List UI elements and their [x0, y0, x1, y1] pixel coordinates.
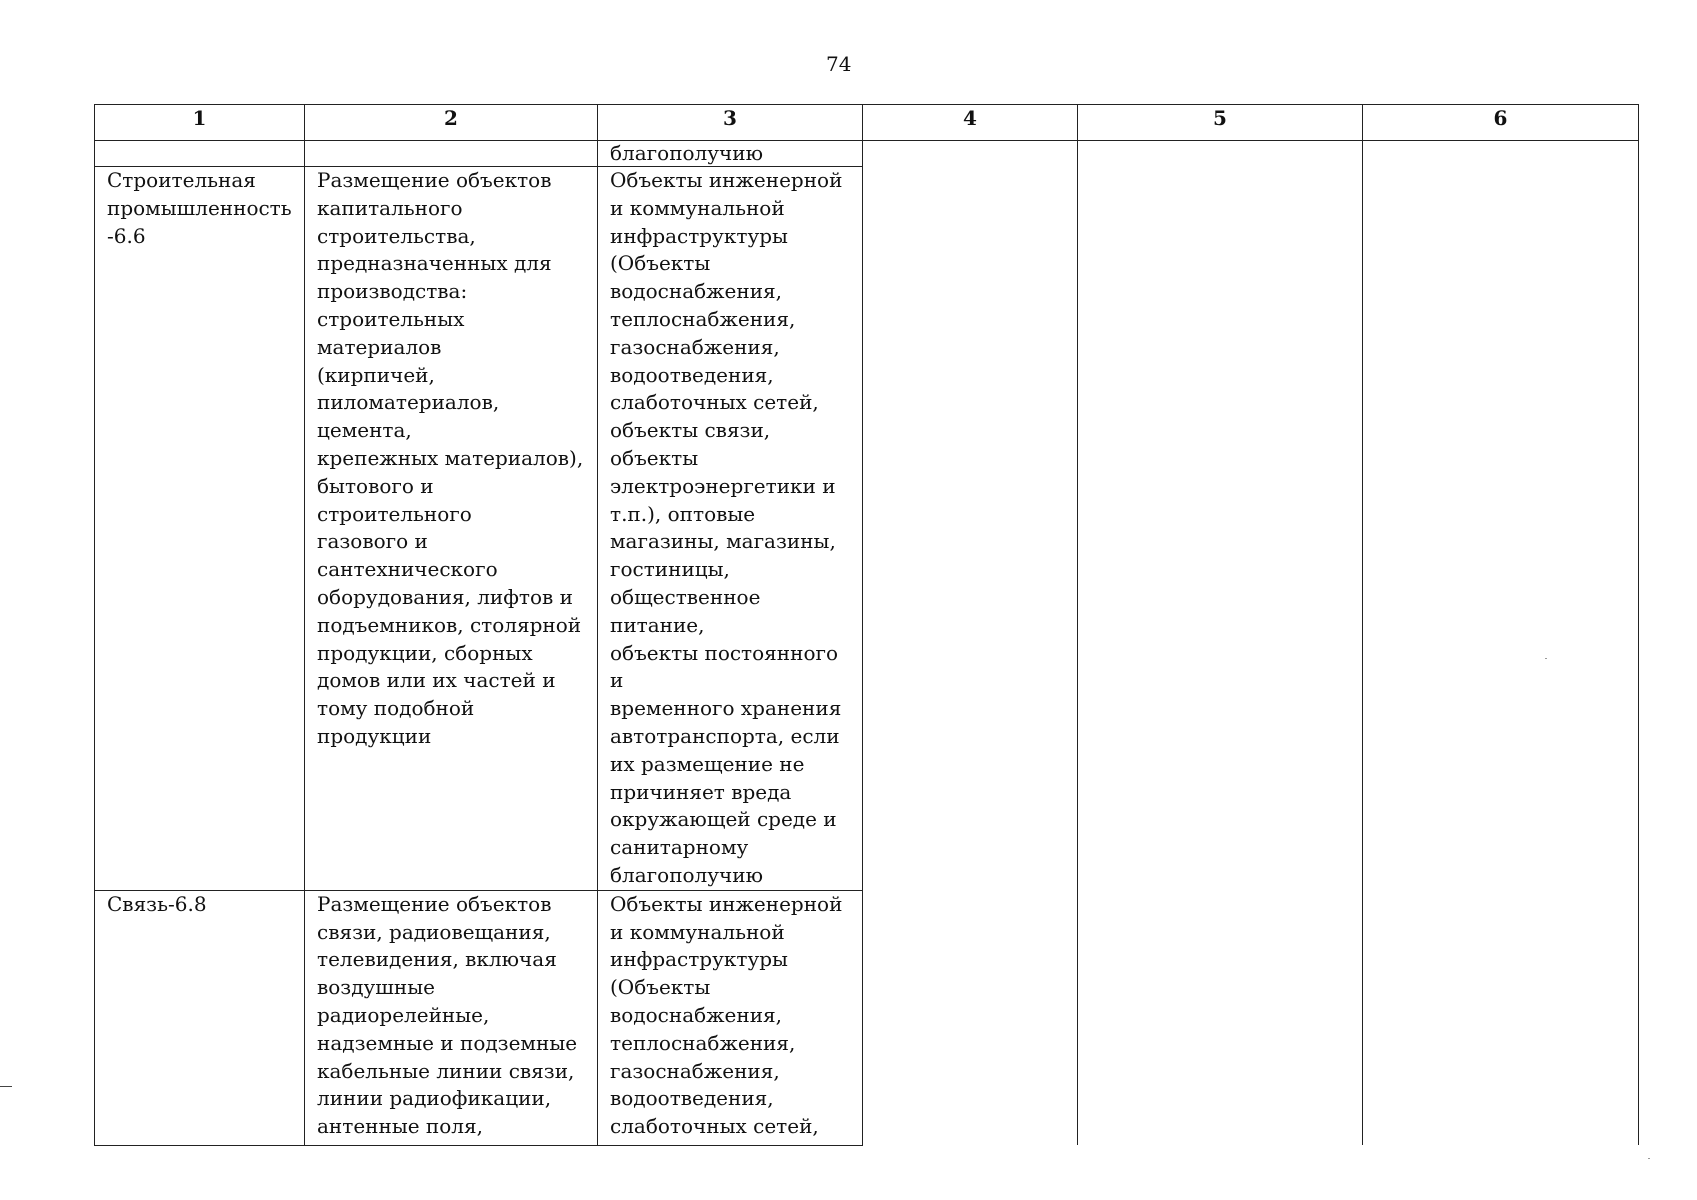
scan-speck — [1545, 658, 1547, 659]
permitted-objects-cell: Объекты инженерной и коммунальной инфраструктуры (Объекты водоснабжения, теплоснабжения, газоснабжения, водоотведения, слаботочных сетей, объекты связи, объекты электроэнергетики и т.п.), оптовые магазины, магазины, гостиницы, общественное питание, объекты постоянного и временного хранения автотранспорта, если их размещение не причиняет вреда окружающей среде и санитарному благополучию — [598, 167, 863, 891]
continuation-cell-1 — [95, 141, 305, 167]
table-header-row — [95, 105, 1639, 141]
activity-description-cell: Размещение объектов связи, радиовещания, телевидения, включая воздушные радиорелейные, надземные и подземные кабельные линии связи, линии радиофикации, антенные поля, — [305, 890, 598, 1145]
column-5-cell — [1078, 141, 1363, 1146]
column-header-5: 5 — [1078, 105, 1363, 141]
column-header-6: 6 — [1363, 105, 1639, 141]
column-4-cell — [863, 141, 1078, 1146]
column-header-4: 4 — [863, 105, 1078, 141]
page-number: 74 — [826, 52, 852, 76]
continuation-cell-3: благополучию — [598, 141, 863, 167]
zoning-table — [94, 104, 1639, 1146]
column-6-cell — [1363, 141, 1639, 1146]
column-header-3: 3 — [598, 105, 863, 141]
activity-name-cell: Строительная промышленность -6.6 — [95, 167, 305, 891]
permitted-objects-cell: Объекты инженерной и коммунальной инфраструктуры (Объекты водоснабжения, теплоснабжения, газоснабжения, водоотведения, слаботочных сетей, — [598, 890, 863, 1145]
continuation-cell-2 — [305, 141, 598, 167]
scan-margin-mark — [0, 1086, 12, 1087]
table-row-continuation — [95, 141, 1639, 167]
scan-speck — [1648, 1158, 1650, 1159]
column-header-1: 1 — [95, 105, 305, 141]
column-header-2: 2 — [305, 105, 598, 141]
activity-name-cell: Связь-6.8 — [95, 890, 305, 1145]
activity-description-cell: Размещение объектов капитального строительства, предназначенных для производства: строительных материалов (кирпичей, пиломатериалов, цемента, крепежных материалов), бытового и строительного газового и сантехнического оборудования, лифтов и подъемников, столярной продукции, сборных домов или их частей и тому подобной продукции — [305, 167, 598, 891]
